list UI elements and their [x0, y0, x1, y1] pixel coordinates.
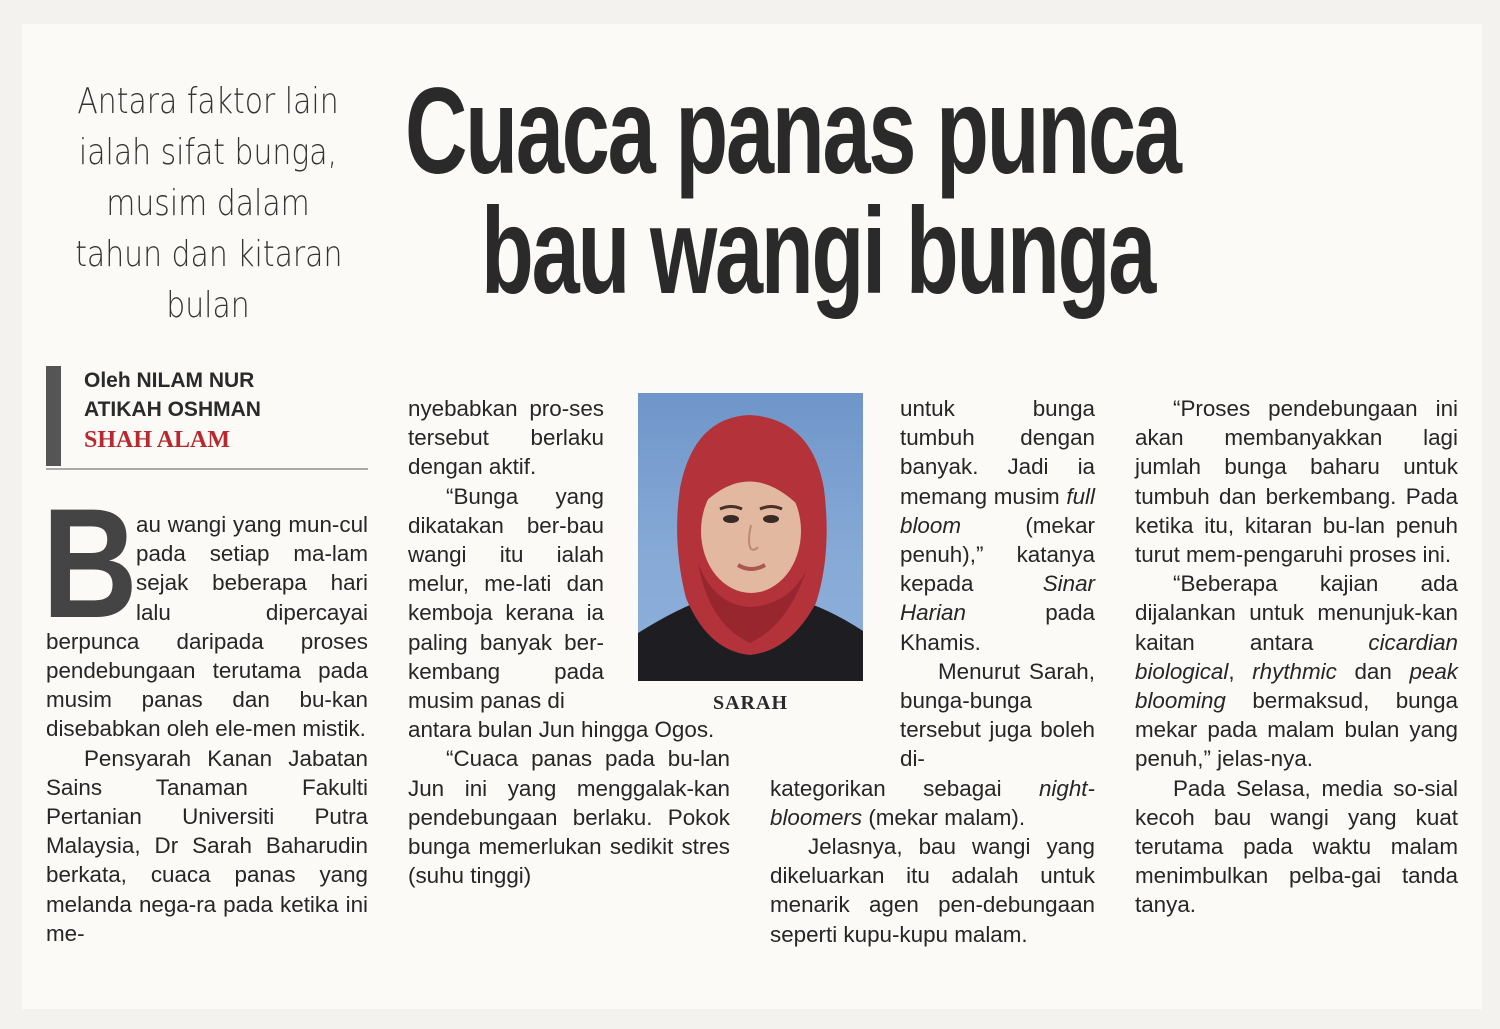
italic-run: peak blooming [1135, 658, 1458, 714]
paragraph: “Cuaca panas pada bu-lan Jun ini yang menggalak-kan pendebungaan berlaku. Pokok bunga memerlukan sedikit stres (suhu tinggi) [408, 746, 730, 889]
paragraph: au wangi yang mun-cul pada setiap ma-lam sejak beberapa hari lalu dipercayai berpunca daripada proses pendebungaan terutama pada musim panas dan bu-kan disebabkan oleh ele-men mistik. [46, 512, 368, 742]
column-2-narrow-block [408, 394, 604, 715]
article-column-3 [770, 394, 1095, 949]
italic-run: full bloom [900, 483, 1095, 538]
byline-divider [46, 468, 368, 470]
paragraph [770, 774, 1095, 832]
paragraph: “Proses pendebungaan ini akan membanyakkan lagi jumlah bunga baharu untuk tumbuh dan berkembang. Pada ketika itu, kitaran bu-lan penuh turut mem-pengaruhi proses ini. [1135, 396, 1458, 568]
author-name [84, 366, 261, 424]
paragraph [900, 394, 1095, 657]
text-run: (mekar penuh),” katanya kepada [900, 512, 1095, 597]
article-column-1 [42, 477, 368, 948]
text-run: pada Khamis. [900, 600, 1095, 655]
text-run: bermaksud, bunga mekar pada malam bulan yang penuh,” jelas-nya. [1135, 688, 1458, 772]
dateline-location: SHAH ALAM [84, 427, 231, 453]
italic-run: cicardian biological [1135, 629, 1458, 684]
headline-line-1: Cuaca panas punca [405, 62, 1180, 200]
text-run: kategorikan sebagai [770, 775, 1002, 801]
text-run: “Beberapa kajian ada dijalankan untuk menunjuk-kan kaitan antara [1135, 571, 1458, 655]
deck-line: musim dalam [106, 183, 310, 224]
text-run: dan [1354, 658, 1392, 684]
italic-run: Sinar Harian [900, 571, 1095, 626]
byline-bar [46, 366, 61, 466]
text-run: , [1228, 658, 1235, 684]
author-line-2: ATIKAH OSHMAN [84, 398, 261, 421]
paragraph: nyebabkan pro-ses tersebut berlaku dengan aktif. [408, 396, 604, 480]
photo-caption: SARAH [712, 692, 788, 714]
author-line-1: Oleh NILAM NUR [84, 369, 255, 392]
deck-line: bulan [166, 285, 250, 326]
paragraph: Pensyarah Kanan Jabatan Sains Tanaman Fakulti Pertanian Universiti Putra Malaysia, Dr Sarah Baharudin berkata, cuaca panas yang melanda nega-ra pada ketika ini me- [46, 745, 368, 946]
paragraph: antara bulan Jun hingga Ogos. [408, 717, 715, 743]
text-run: (mekar malam). [868, 804, 1026, 830]
paragraph: Menurut Sarah, bunga-bunga tersebut juga boleh di- [900, 658, 1095, 772]
italic-run: rhythmic [1252, 658, 1337, 684]
headline-line-2: bau wangi bunga [481, 182, 1155, 320]
deck-line: tahun dan kitaran [75, 234, 343, 275]
article-column-4 [1135, 394, 1458, 920]
column-3-narrow-block [900, 394, 1095, 774]
deck-subheadline [75, 76, 341, 331]
byline [46, 364, 368, 468]
drop-cap: B [42, 477, 138, 651]
paragraph: Jelasnya, bau wangi yang dikeluarkan itu adalah untuk menarik agen pen-debungaan seperti kupu-kupu malam. [770, 834, 1095, 947]
deck-line: ialah sifat bunga, [78, 132, 338, 173]
deck-line: Antara faktor lain [77, 81, 339, 122]
paragraph: “Bunga yang dikatakan ber-bau wangi itu ialah melur, me-lati dan kemboja kerana ia paling banyak ber-kembang pada musim panas di [408, 483, 604, 714]
text-run: untuk bunga tumbuh dengan banyak. Jadi ia memang musim [900, 396, 1095, 509]
paragraph: Pada Selasa, media so-sial kecoh bau wangi yang kuat terutama pada waktu malam menimbulkan pelba-gai tanda tanya. [1135, 775, 1458, 918]
paragraph [1135, 569, 1458, 773]
italic-run: night-bloomers [770, 775, 1095, 830]
headline [405, 62, 1485, 320]
